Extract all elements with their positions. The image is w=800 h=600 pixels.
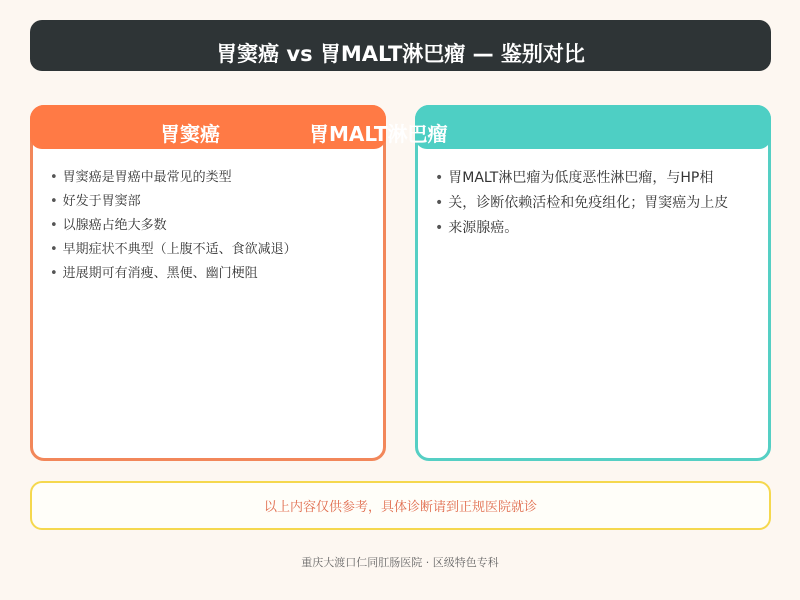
list-item: • 好发于胃窦部 <box>50 190 380 214</box>
list-item: • 来源腺癌。 <box>435 216 800 241</box>
right-card-list <box>435 166 800 241</box>
list-item: • 胃MALT淋巴瘤为低度恶性淋巴瘤，与HP相 <box>435 166 800 191</box>
list-item: • 关，诊断依赖活检和免疫组化；胃窦癌为上皮 <box>435 191 800 216</box>
card-header-right <box>415 105 771 149</box>
footer-hospital-name: 重庆大渡口仁同肛肠医院 · 区级特色专科 <box>301 556 499 569</box>
disclaimer-text: 以上内容仅供参考，具体诊断请到正规医院就诊 <box>263 500 537 515</box>
list-item: • 进展期可有消瘦、黑便、幽门梗阻 <box>50 262 380 286</box>
left-card-list <box>50 166 380 286</box>
page-title: 胃窦癌 vs 胃MALT淋巴瘤 — 鉴别对比 <box>216 41 585 66</box>
card-title-left: 胃窦癌 <box>160 122 220 146</box>
card-title-right: 胃MALT淋巴瘤 <box>309 122 448 146</box>
disclaimer-box <box>30 481 771 530</box>
list-item: • 以腺癌占绝大多数 <box>50 214 380 238</box>
title-bar <box>30 20 771 71</box>
card-malt-lymphoma <box>415 105 771 461</box>
list-item: • 早期症状不典型（上腹不适、食欲减退） <box>50 238 380 262</box>
list-item: • 胃窦癌是胃癌中最常见的类型 <box>50 166 380 190</box>
